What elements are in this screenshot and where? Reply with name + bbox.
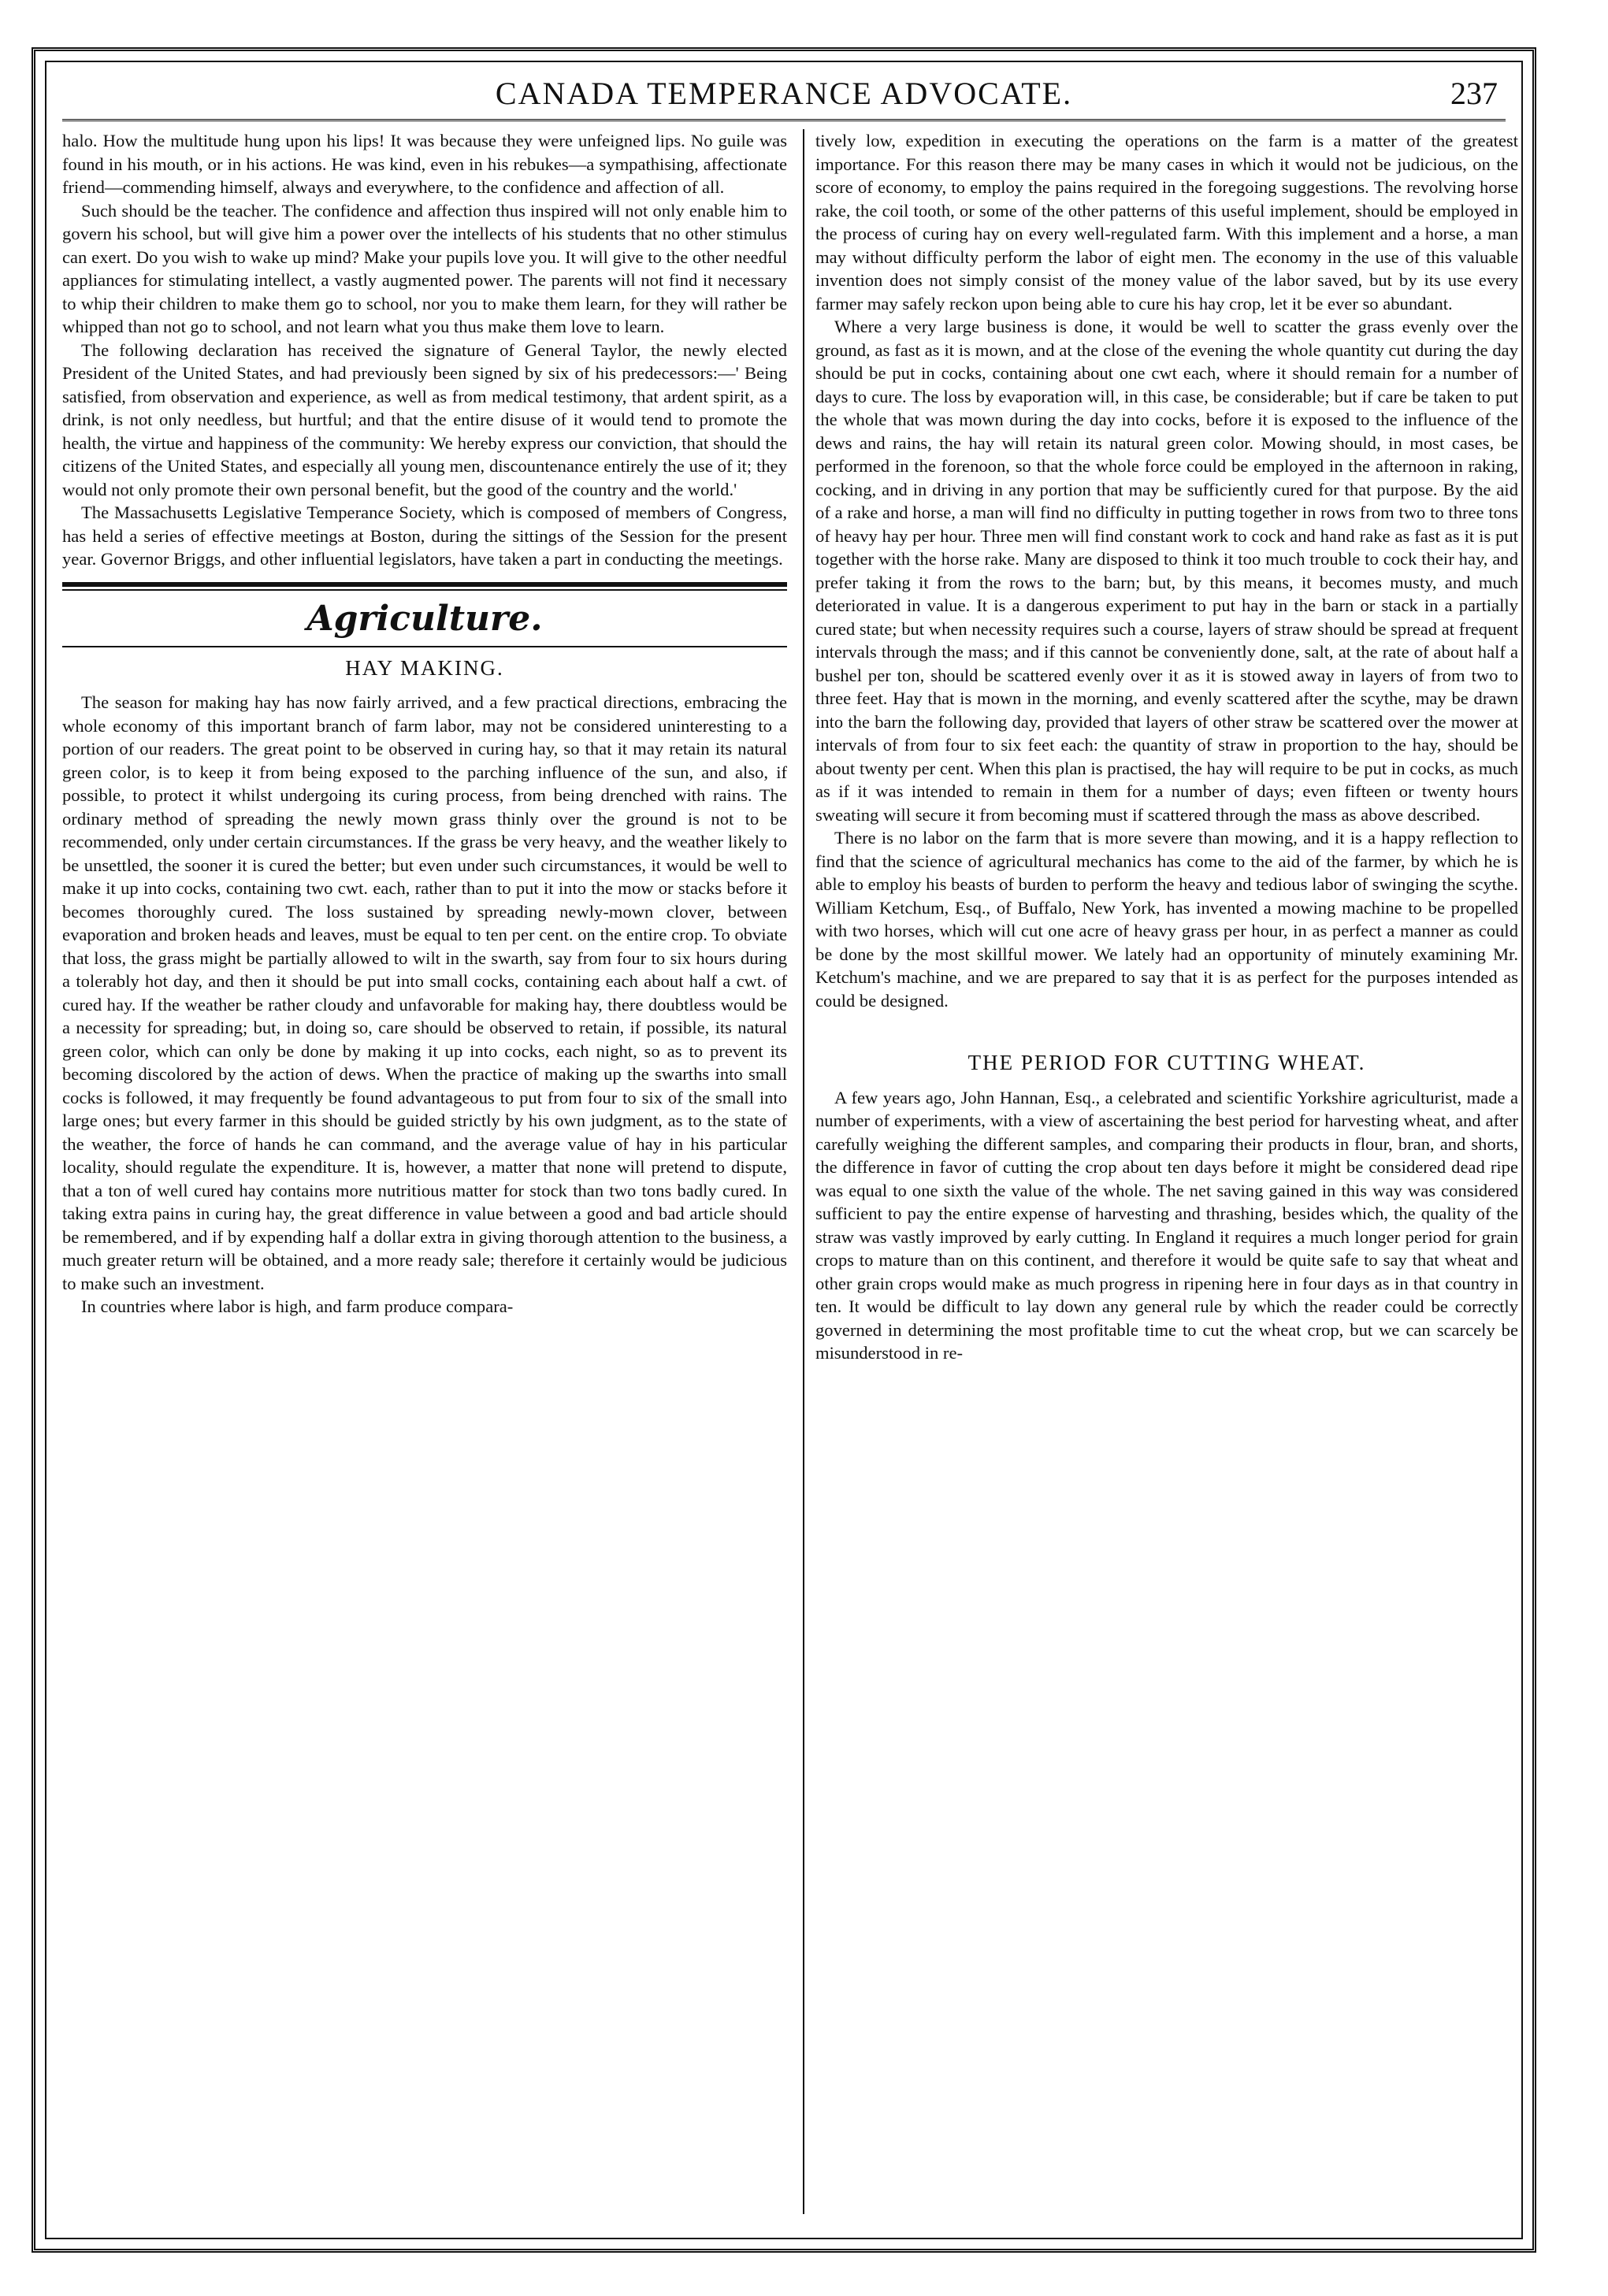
paragraph: In countries where labor is high, and farm produce compara-: [81, 1296, 514, 1316]
paragraph: There is no labor on the farm that is more severe than mowing, and it is a happy reflection to find that the science of agricultural mechanics has come to the aid of the farmer, by which he is able to employ his beasts of burden to perform the heavy and tedious labor of swinging the scythe. William Ketchum, Esq., of Buffalo, New York, has invented a mowing machine to be propelled with two horses, which will cut one acre of heavy grass per hour, in as perfect a manner as could be done by the most skillful mower. We lately had an opportunity of minutely examining Mr. Ketchum's machine, and we are prepared to say that it is as perfect for the purposes intended as could be designed.: [815, 828, 1518, 1011]
paragraph: Where a very large business is done, it would be well to scatter the grass evenly over the ground, as fast as it is mown, and at the close of the evening the whole quantity cut during the day should be put in cocks, containing about one cwt each, where it should remain for a number of days to cure. The loss by evaporation will, in this case, be considerable; but if care be taken to put the whole that was mown during the day into cocks, before it is exposed to the influence of the dews and rains, the hay will retain its natural green color. Mowing should, in most cases, be performed in the forenoon, so that the whole force could be employed in the afternoon in raking, cocking, and in driving in any portion that may be sufficiently cured for that purpose. By the aid of a rake and horse, a man will find no difficulty in putting together in rows from two to three tons of heavy hay per hour. Three men will find constant work to cock and hand rake as fast as it is put together with the horse rake. Many are disposed to think it too much trouble to cock their hay, and prefer taking it from the rows to the barn; but, by this means, it becomes musty, and much deteriorated in value. It is a dangerous experiment to put hay in the barn or stack in a partially cured state; but when necessity requires such a course, layers of straw should be spread at frequent intervals through the mass; and if this cannot be conveniently done, salt, at the rate of about half a bushel per ton, should be scattered evenly over it as it is stowed away in layers of from two to three feet. Hay that is mown in the morning, and evenly scattered after the scythe, may be drawn into the barn the following day, provided that layers of other straw be scattered over the mower at intervals of from four to six feet each: the quantity of straw in proportion to the hay, should be about twenty per cent. When this plan is practised, the hay will require to be put in cocks, as much as if it was intended to remain in them for a number of days; even fifteen or twenty hours sweating will secure it from becoming must if scattered through the mass as above described.: [815, 317, 1518, 825]
article-title: HAY MAKING.: [345, 655, 504, 680]
divider: [62, 646, 787, 647]
left-column: [62, 129, 787, 2214]
newspaper-page: [32, 47, 1536, 2253]
section-divider: [62, 582, 787, 591]
spacer: [815, 1012, 1518, 1044]
page-number: 237: [1450, 76, 1498, 111]
paragraph: The following declaration has received the signature of General Taylor, the newly elected President of the United States, and had previously been signed by six of his predecessors:—' Being satisfied, from observation and experience, as well as from medical testimony, that ardent spirit, as a drink, is not only needless, but hurtful; and that the entire disuse of it would tend to promote the health, the virtue and happiness of the community: We hereby express our conviction, that should the citizens of the United States, and especially all young men, discountenance entirely the use of it; they would not only promote their own personal benefit, but the good of the country and the world.': [62, 339, 787, 499]
article-title: THE PERIOD FOR CUTTING WHEAT.: [967, 1051, 1366, 1074]
paragraph: halo. How the multitude hung upon his lips! It was because they were unfeigned lips. No guile was found in his mouth, or in his actions. He was kind, even in his rebukes—a sympathising, affectionate friend—commending himself, always and everywhere, to the confidence and affection of all.: [62, 131, 787, 197]
paragraph: A few years ago, John Hannan, Esq., a celebrated and scientific Yorkshire agriculturist, made a number of experiments, with a view of ascertaining the best period for harvesting wheat, and after carefully weighing the different samples, and comparing their products in flour, bran, and shorts, the difference in favor of cutting the crop about ten days before it might be considered dead ripe was equal to one sixth the value of the whole. The net saving gained in this way was considered sufficient to pay the entire expense of harvesting and thrashing, besides which, the quality of the straw was vastly improved by early cutting. In England it requires a much longer period for grain crops to mature than on this continent, and therefore it would be quite safe to say that wheat and other grain crops would make as much progress in ripening here in four days as in that country in ten. It would be difficult to lay down any general rule by which the reader could be correctly governed in determining the most profitable time to cut the wheat crop, but we can scarcely be misunderstood in re-: [815, 1087, 1518, 1363]
paragraph: Such should be the teacher. The confidence and affection thus inspired will not only enable him to govern his school, but will give him a power over the intellects of his students that no other stimulus can exert. Do you wish to wake up mind? Make your pupils love you. It will give to the other needful appliances for stimulating intellect, a vastly augmented power. The parents will not find it necessary to whip their children to make them go to school, nor you to make them learn, for they will rather be whipped than not go to school, and not learn what you thus make them love to learn.: [62, 200, 787, 336]
paragraph: tively low, expedition in executing the operations on the farm is a matter of the greatest importance. For this reason there may be many cases in which it would not be judicious, on the score of economy, to employ the pains required in the foregoing suggestions. The revolving horse rake, the coil tooth, or some of the other patterns of this useful implement, should be employed in the process of curing hay on every well-regulated farm. With this implement and a horse, a man may without difficulty perform the labor of eight men. The economy in the use of this valuable invention does not simply consist of the money value of the labor saved, but by its use every farmer may safely reckon upon being able to cure his hay crop, let it be ever so abundant.: [815, 131, 1518, 313]
paragraph: The season for making hay has now fairly arrived, and a few practical directions, embracing the whole economy of this important branch of farm labor, may not be considered uninteresting to a portion of our readers. The great point to be observed in curing hay, so that it may retain its natural green color, is to keep it from being exposed to the parching influence of the sun, and also, if possible, to protect it whilst undergoing its curing process, from being drenched with rains. The ordinary method of spreading the newly mown grass thinly over the ground is not to be recommended, only under certain circumstances. If the grass be very heavy, and the weather likely to be unsettled, the sooner it is cured the better; but even under such circumstances, it would be well to make it up into cocks, containing two cwt. each, rather than to put it into the mow or stacks before it becomes thoroughly cured. The loss sustained by spreading newly-mown clover, between evaporation and broken heads and leaves, must be equal to ten per cent. on the entire crop. To obviate that loss, the grass might be partially allowed to wilt in the swarth, say from four to six hours during a tolerably hot day, and then it should be put into small cocks, containing each about half a cwt. of cured hay. If the weather be rather cloudy and unfavorable for making hay, there doubtless would be a necessity for spreading; but, in doing so, care should be observed to retain, if possible, its natural green color, which can only be done by making it up into cocks, each night, so as to prevent its becoming discolored by the action of dews. When the practice of making up the swarths into small cocks is followed, it may frequently be found advantageous to put from four to six of the small into large ones; but every farmer in this should be guided strictly by his own judgment, as to the state of the weather, the force of hands he can command, and the average value of hay in his particular locality, should regulate the expenditure. It is, however, a matter that none will pretend to dispute, that a ton of well cured hay contains more nutritious matter for stock than two tons badly cured. In taking extra pains in curing hay, the great difference in value between a good and bad article should be remembered, and if by expending half a dollar extra in giving thorough attention to the business, a much greater return will be obtained, and a more ready sale; therefore it certainly would be judicious to make such an investment.: [62, 692, 787, 1293]
paragraph: The Massachusetts Legislative Temperance Society, which is composed of members of Congress, has held a series of effective meetings at Boston, during the sittings of the Session for the present year. Governor Briggs, and other influential legislators, have taken a part in conducting the meetings.: [62, 503, 787, 569]
section-title: Agriculture.: [306, 598, 543, 639]
page-header: [62, 67, 1506, 121]
right-column: [803, 129, 1518, 2214]
page-frame: [45, 61, 1523, 2239]
publication-title: CANADA TEMPERANCE ADVOCATE.: [495, 76, 1073, 111]
